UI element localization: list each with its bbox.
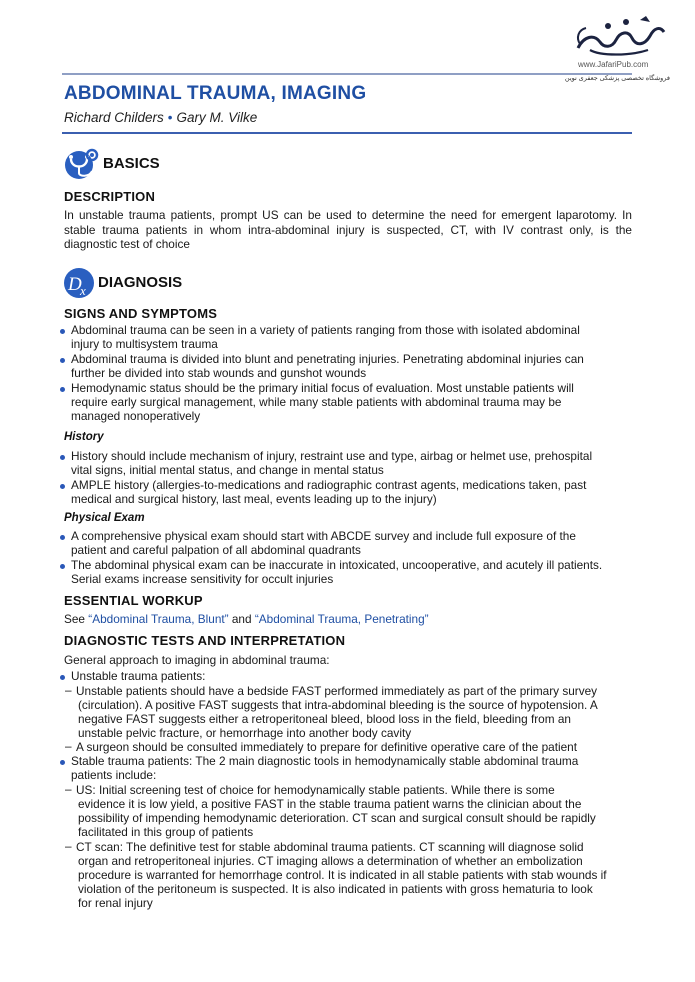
- dash-icon: –: [65, 683, 72, 697]
- line: History should include mechanism of injury, restraint use and type, airbag or helmet use, prehospital: [71, 449, 593, 463]
- publisher-logo: [564, 14, 670, 82]
- bullet-icon: [60, 387, 65, 392]
- svg-text:D: D: [68, 274, 82, 295]
- line: procedure is warranted for hemorrhage control. It is indicated in all stable patients with stab wounds if: [78, 868, 607, 882]
- line: Hemodynamic status should be the primary initial focus of evaluation. Most unstable patients will: [71, 381, 574, 395]
- dash-icon: –: [65, 839, 72, 853]
- description-line: In unstable trauma patients, prompt US can be used to determine the need for emergent laparotomy. In: [64, 208, 632, 222]
- line: further be divided into stab wounds and gunshot wounds: [71, 366, 367, 380]
- exam-item-1: [71, 529, 576, 557]
- line: Abdominal trauma is divided into blunt and penetrating injuries. Penetrating abdominal injuries can: [71, 352, 584, 366]
- workup-line: [64, 612, 429, 627]
- diagnosis-dx-icon: [62, 266, 98, 305]
- line: patients include:: [71, 768, 157, 782]
- line: for renal injury: [78, 896, 153, 910]
- basics-stethoscope-icon: [62, 145, 100, 186]
- dash-icon: –: [65, 739, 72, 753]
- signs-item-2: [71, 352, 584, 380]
- workup-link-blunt[interactable]: “Abdominal Trauma, Blunt”: [88, 612, 229, 626]
- bullet-icon: [60, 484, 65, 489]
- history-item-1: [71, 449, 592, 477]
- author-2: Gary M. Vilke: [176, 110, 258, 125]
- signs-item-3: [71, 381, 574, 423]
- description-paragraph: [64, 208, 632, 252]
- line: unstable pelvic fracture, or hemorrhage into another body cavity: [78, 726, 412, 740]
- header-rule-bottom: [62, 132, 632, 134]
- bullet-icon: [60, 564, 65, 569]
- basics-section-title: BASICS: [103, 155, 160, 172]
- line: managed nonoperatively: [71, 409, 201, 423]
- line: violation of the peritoneum is suspected. It is also indicated in patients with gross hematuria to look: [78, 882, 593, 896]
- line: patient and careful palpation of all abdominal quadrants: [71, 543, 361, 557]
- line: Abdominal trauma can be seen in a variety of patients ranging from those with isolated abdominal: [71, 323, 580, 337]
- workup-heading: ESSENTIAL WORKUP: [64, 593, 203, 608]
- line: The abdominal physical exam can be inaccurate in intoxicated, uncooperative, and acutely ill patients.: [71, 558, 603, 572]
- line: AMPLE history (allergies-to-medications and radiographic contrast agents, medications taken, past: [71, 478, 587, 492]
- unstable-label: Unstable trauma patients:: [71, 669, 206, 683]
- line: injury to multisystem trauma: [71, 337, 218, 351]
- calligraphy-logo-icon: [570, 14, 670, 60]
- unstable-item-1: [76, 684, 598, 740]
- line: vital signs, initial mental status, and change in mental status: [71, 463, 384, 477]
- unstable-item-2: [76, 740, 577, 754]
- author-separator: •: [167, 110, 173, 125]
- line: Unstable patients should have a bedside FAST performed immediately as part of the primary survey: [76, 684, 598, 698]
- workup-and-text: and: [228, 612, 255, 626]
- bullet-icon: [60, 358, 65, 363]
- line: A comprehensive physical exam should start with ABCDE survey and include full exposure of the: [71, 529, 576, 543]
- publisher-tagline: فروشگاه تخصصی پزشکی جعفری نوین: [564, 75, 670, 82]
- tests-heading: DIAGNOSTIC TESTS AND INTERPRETATION: [64, 633, 346, 648]
- author-1: Richard Childers: [64, 110, 164, 125]
- description-line: diagnostic test of choice: [64, 237, 190, 252]
- stable-item-ct: [76, 840, 607, 910]
- line: (circulation). A positive FAST suggests that intra-abdominal bleeding is the source of hypotension. A: [78, 698, 598, 712]
- line: organ and retroperitoneal injuries. CT imaging allows a determination of whether an embolization: [78, 854, 583, 868]
- line: facilitated in this group of patients: [78, 825, 254, 839]
- exam-item-2: [71, 558, 602, 586]
- signs-item-1: [71, 323, 580, 351]
- line: medical and surgical history, last meal, events leading up to the injury): [71, 492, 437, 506]
- page-title: ABDOMINAL TRAUMA, IMAGING: [64, 83, 367, 104]
- line: CT scan: The definitive test for stable abdominal trauma patients. CT scanning will diagnose solid: [76, 840, 584, 854]
- tests-intro: General approach to imaging in abdominal trauma:: [64, 653, 330, 667]
- header-rule-top: [62, 73, 632, 75]
- bullet-icon: [60, 455, 65, 460]
- line: possibility of impending hemodynamic deterioration. CT scan and surgical consult should be rapidly: [78, 811, 596, 825]
- history-item-2: [71, 478, 586, 506]
- line: require early surgical management, while many stable patients with abdominal trauma may be: [71, 395, 562, 409]
- description-heading: DESCRIPTION: [64, 189, 156, 204]
- authors-line: [64, 110, 257, 125]
- stable-label: [71, 754, 578, 782]
- signs-heading: SIGNS AND SYMPTOMS: [64, 306, 218, 321]
- line: negative FAST suggests either a retroperitoneal bleed, blood loss in the field, bleeding from an: [78, 712, 571, 726]
- dash-icon: –: [65, 782, 72, 796]
- bullet-icon: [60, 760, 65, 765]
- line: US: Initial screening test of choice for hemodynamically stable patients. While there is some: [76, 783, 555, 797]
- history-heading: History: [64, 431, 104, 443]
- bullet-icon: [60, 535, 65, 540]
- line: evidence it is low yield, a positive FAST in the stable trauma patient warns the clinician about the: [78, 797, 582, 811]
- workup-see-text: See: [64, 612, 89, 626]
- workup-link-penetrating[interactable]: “Abdominal Trauma, Penetrating”: [254, 612, 429, 626]
- publisher-url[interactable]: www.JafariPub.com: [578, 60, 649, 69]
- line: Serial exams increase sensitivity for occult injuries: [71, 572, 334, 586]
- exam-heading: Physical Exam: [64, 512, 145, 524]
- bullet-icon: [60, 329, 65, 334]
- diagnosis-section-title: DIAGNOSIS: [98, 274, 183, 291]
- stable-item-us: [76, 783, 596, 839]
- line: A surgeon should be consulted immediately to prepare for definitive operative care of the patient: [76, 740, 578, 754]
- bullet-icon: [60, 675, 65, 680]
- line: Stable trauma patients: The 2 main diagnostic tools in hemodynamically stable abdominal trauma: [71, 754, 579, 768]
- svg-text:x: x: [80, 283, 86, 298]
- description-line: stable trauma patients in whom intra-abdominal injury is suspected, CT, with IV contrast only, is the: [64, 222, 632, 237]
